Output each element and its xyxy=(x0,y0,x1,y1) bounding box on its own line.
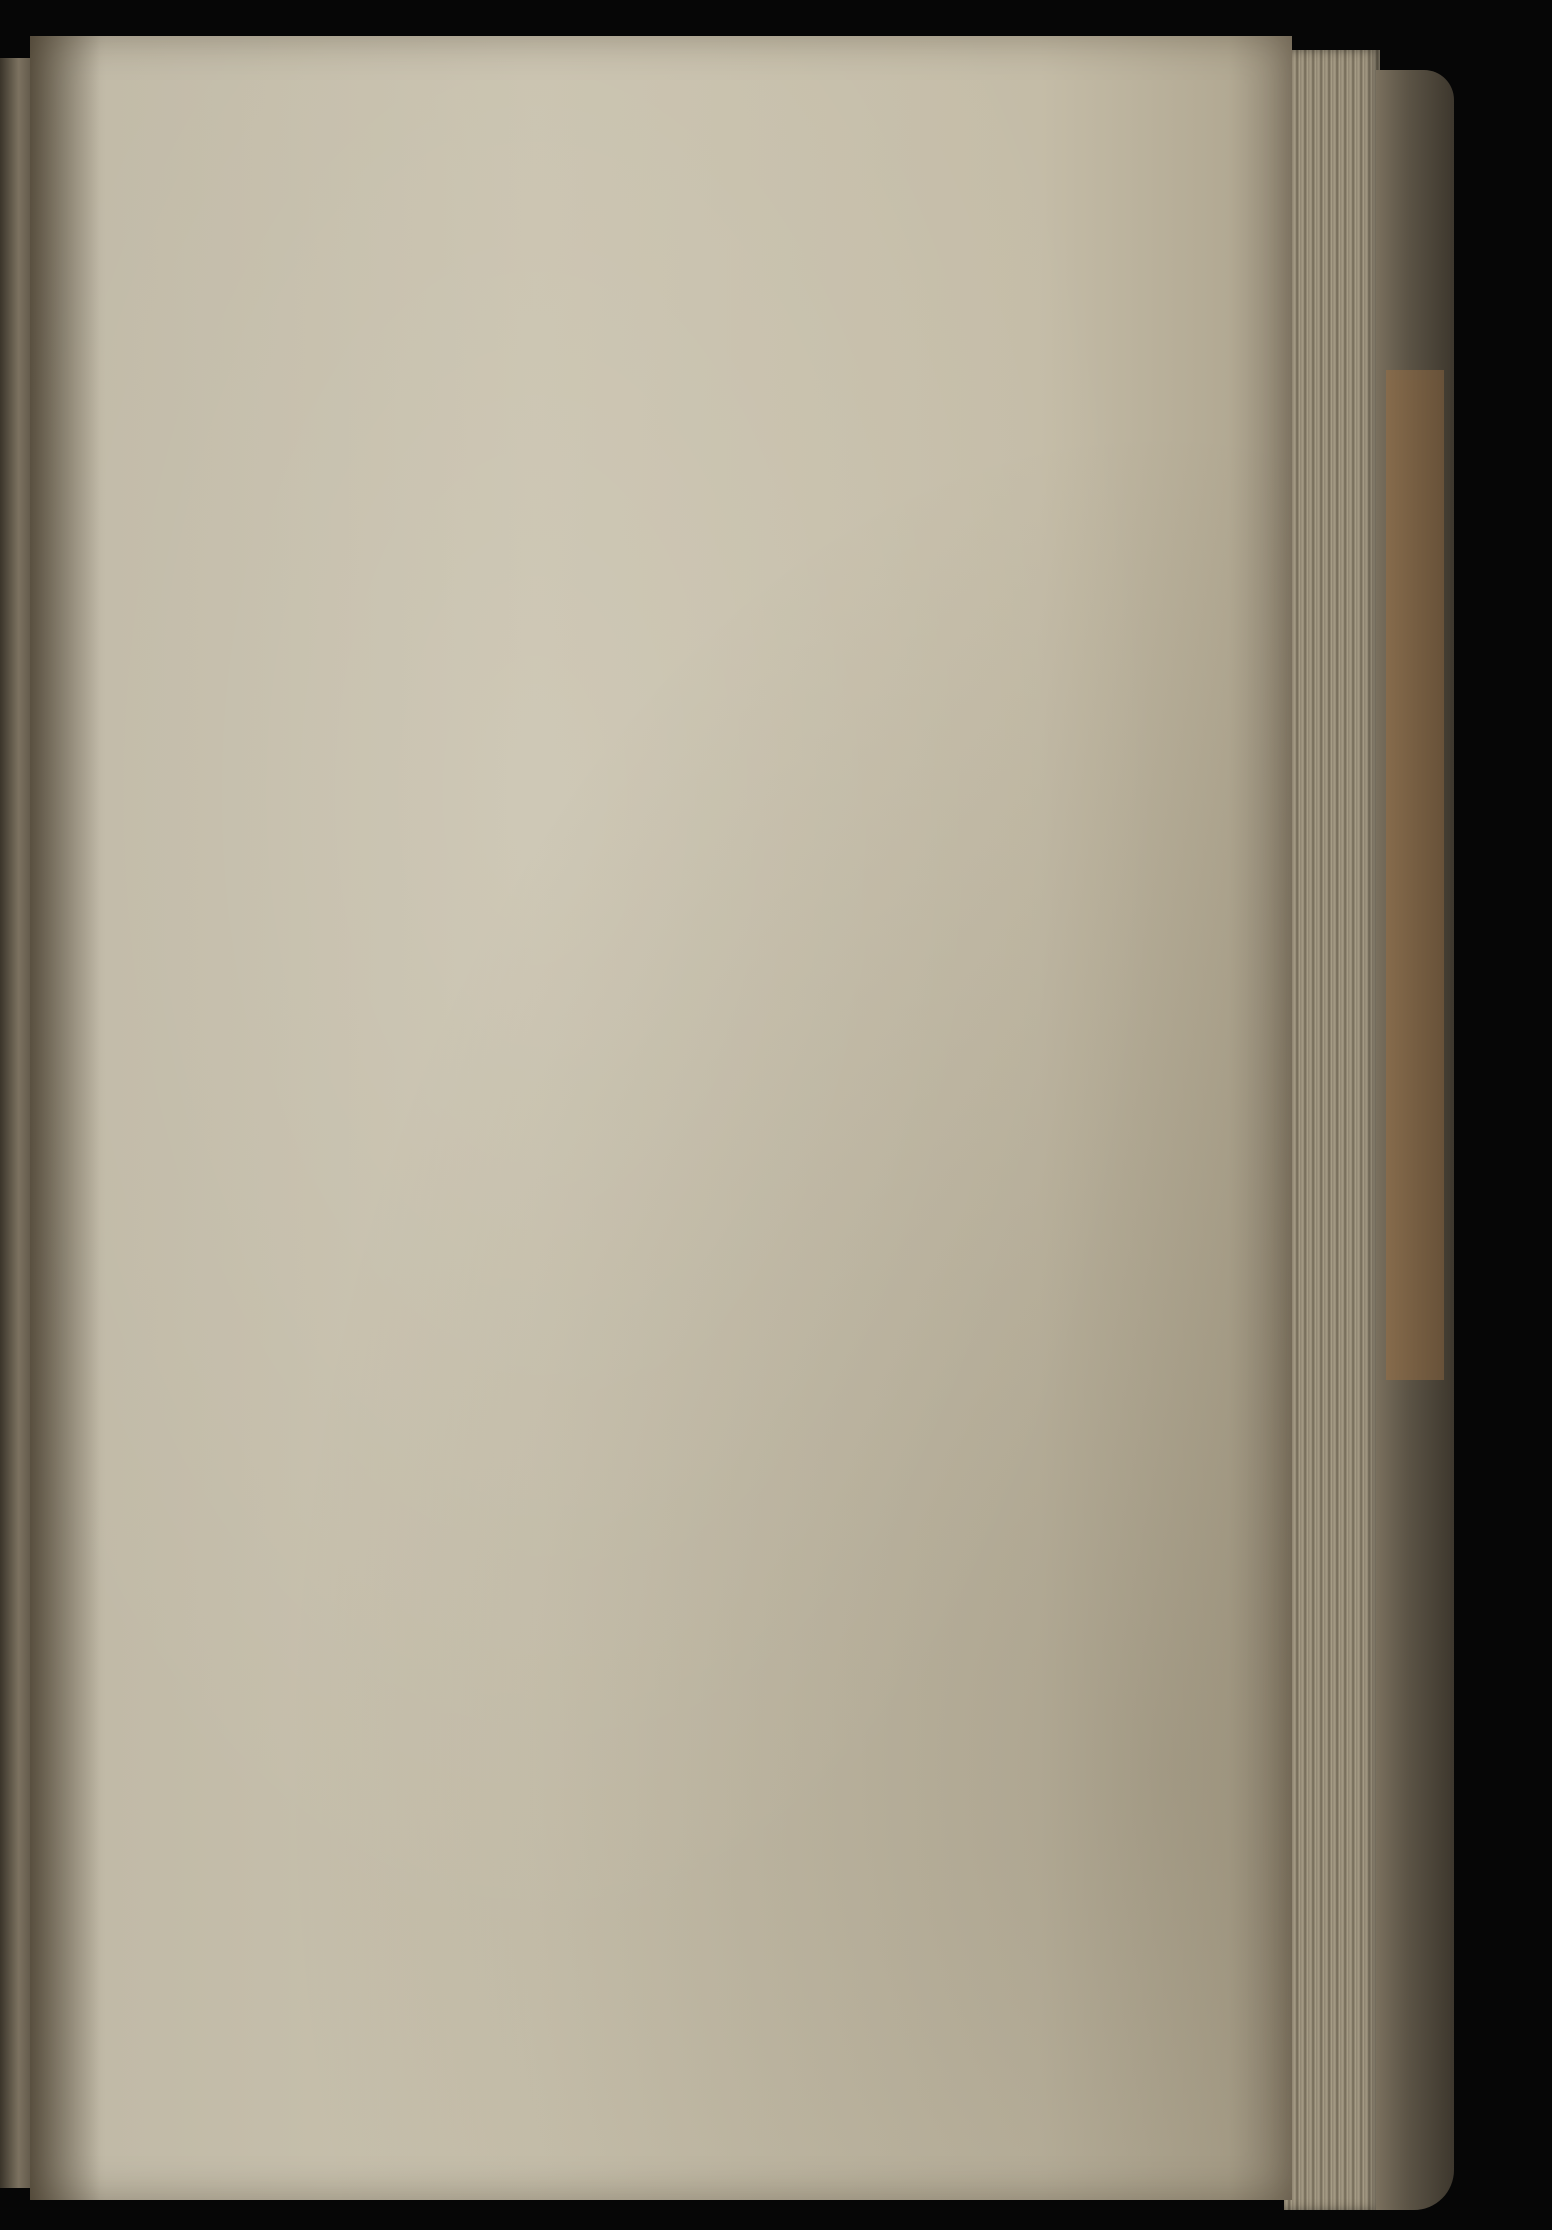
page-footer xyxy=(150,296,1090,348)
page-text xyxy=(150,196,1090,348)
gutter-shadow xyxy=(30,36,100,2200)
running-header xyxy=(150,196,1090,256)
page-edges xyxy=(1284,50,1380,2210)
book-page xyxy=(30,36,1292,2200)
facing-page-edge xyxy=(0,58,34,2188)
cover-stain xyxy=(1386,370,1444,1380)
